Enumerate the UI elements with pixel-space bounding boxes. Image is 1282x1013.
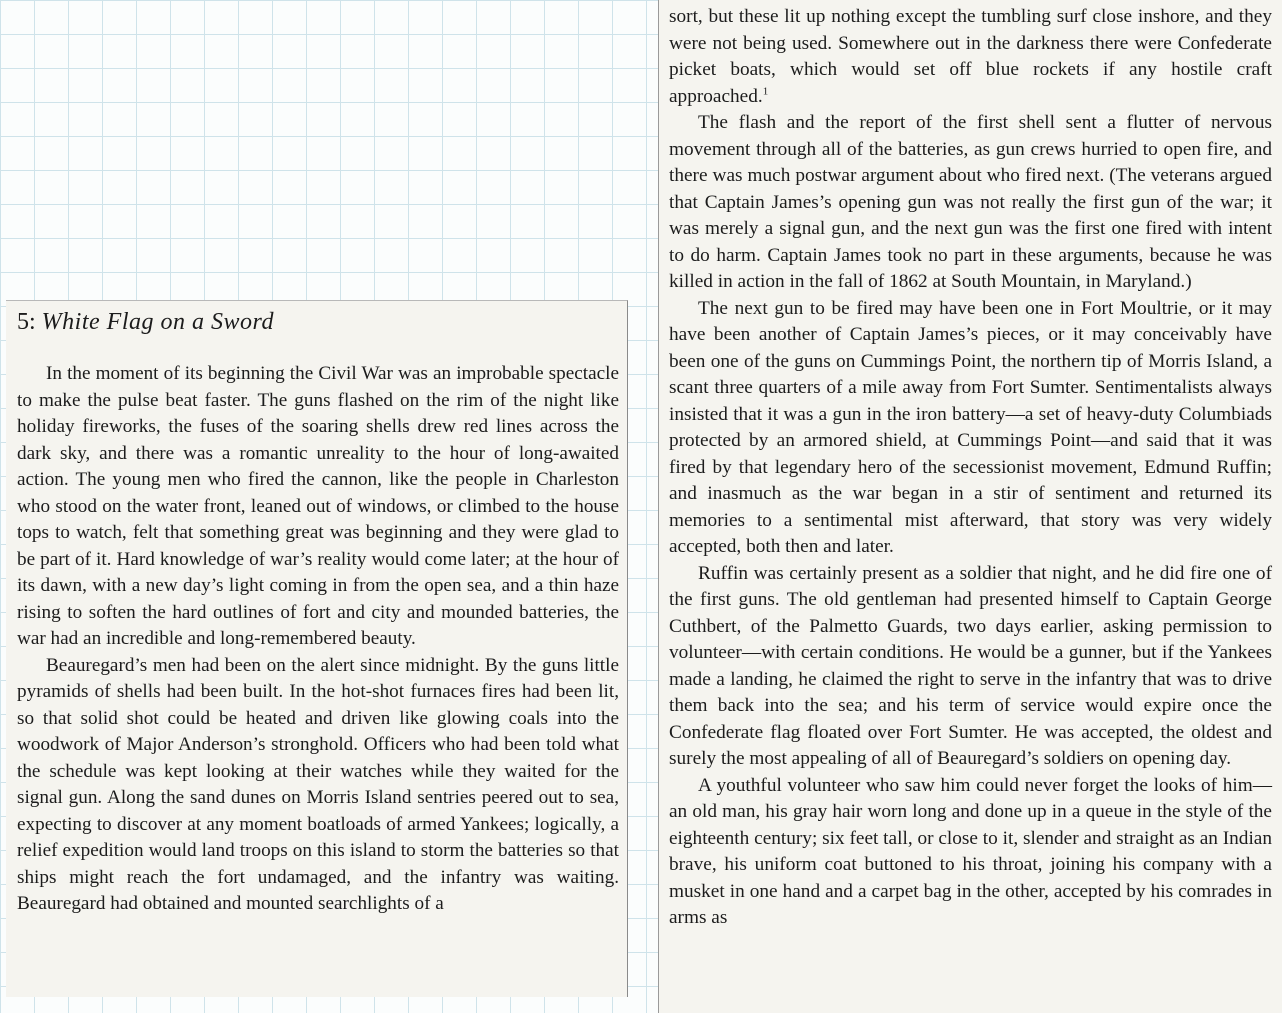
paragraph: In the moment of its beginning the Civil War was an improbable spectacle to make the pulse beat faster. The guns flashed on the rim of the night like holiday fireworks, the fuses of the soaring shells drew red lines across the dark sky, and there was a romantic unreality to the hour of long-awaited action. The young men who fired the cannon, like the people in Charleston who stood on the water front, leaned out of windows, or climbed to the house tops to watch, felt that something great was beginning and they were glad to be part of it. Hard knowledge of war’s reality would come later; at the hour of its dawn, with a new day’s light coming in from the open sea, and a thin haze rising to soften the hard outlines of fort and city and mounded batteries, the war had an incredible and long-remembered beauty. [17, 363, 619, 649]
paragraph: Beauregard’s men had been on the alert since midnight. By the guns little pyramids of shells had been built. In the hot-shot furnaces fires had been lit, so that solid shot could be heated and driven like glowing coals into the woodwork of Major Anderson’s stronghold. Officers who had been told what the schedule was kept looking at their watches while they waited for the signal gun. Along the sand dunes on Morris Island sentries peered out to sea, expecting to discover at any moment boatloads of armed Yankees; logically, a relief expedition would land troops on this island to storm the batteries so that ships might reach the fort undamaged, and the infantry was waiting. Beauregard had obtained and mounted searchlights of a [17, 654, 619, 914]
paragraph: Ruffin was certainly present as a soldier that night, and he did fire one of the first guns. The old gentleman had presented himself to Captain George Cuthbert, of the Palmetto Guards, two days earlier, asking permission to volunteer—with certain conditions. He would be a gunner, but if the Yankees made a landing, he claimed the right to serve in the infantry that was to drive them back into the sea; and his term of service would expire once the Confederate flag floated over Fort Sumter. He was accepted, the oldest and surely the most appealing of all of Beauregard’s soldiers on opening day. [669, 562, 1272, 769]
footnote-marker: 1 [762, 85, 769, 98]
paragraph: The next gun to be fired may have been one in Fort Moultrie, or it may have been another of Captain James’s pieces, or it may conceivably have been one of the guns on Cummings Point, the northern tip of Morris Island, a scant three quarters of a mile away from Fort Sumter. Sentimentalists always insisted that it was a gun in the iron battery—a set of heavy-duty Columbiads protected by an armored shield, at Cummings Point—and said that it was fired by that legendary hero of the secessionist movement, Edmund Ruffin; and inasmuch as the war began in a stir of sentiment and returned its memories to a sentimental mist afterward, that story was very widely accepted, both then and later. [669, 297, 1272, 557]
continued-paragraph [669, 4, 1272, 110]
chapter-title: White Flag on a Sword [41, 309, 274, 335]
right-page-clipping [658, 0, 1282, 1013]
paragraph: A youthful volunteer who saw him could never forget the looks of him—an old man, his gray hair worn long and done up in a queue in the style of the eighteenth century; six feet tall, or close to it, slender and straight as an Indian brave, his uniform coat buttoned to his throat, joining his company with a musket in one hand and a carpet bag in the other, accepted by his comrades in arms as [669, 774, 1272, 928]
chapter-number: 5: [17, 309, 36, 335]
left-page-clipping [6, 300, 628, 997]
continued-paragraph-text: sort, but these lit up nothing except the tumbling surf close inshore, and they were not being used. Somewhere out in the darkness there were Confederate picket boats, which would set off blue rockets if any hostile craft approached. [669, 6, 1272, 107]
chapter-heading [17, 307, 619, 337]
paragraph: The flash and the report of the first shell sent a flutter of nervous movement through all of the batteries, as gun crews hurried to open fire, and there was much postwar argument about who fired next. (The veterans argued that Captain James’s opening gun was not really the first gun of the war; it was merely a signal gun, and the next gun was the first one fired with intent to do harm. Captain James took no part in these arguments, because he was killed in action in the fall of 1862 at South Mountain, in Maryland.) [669, 112, 1272, 292]
